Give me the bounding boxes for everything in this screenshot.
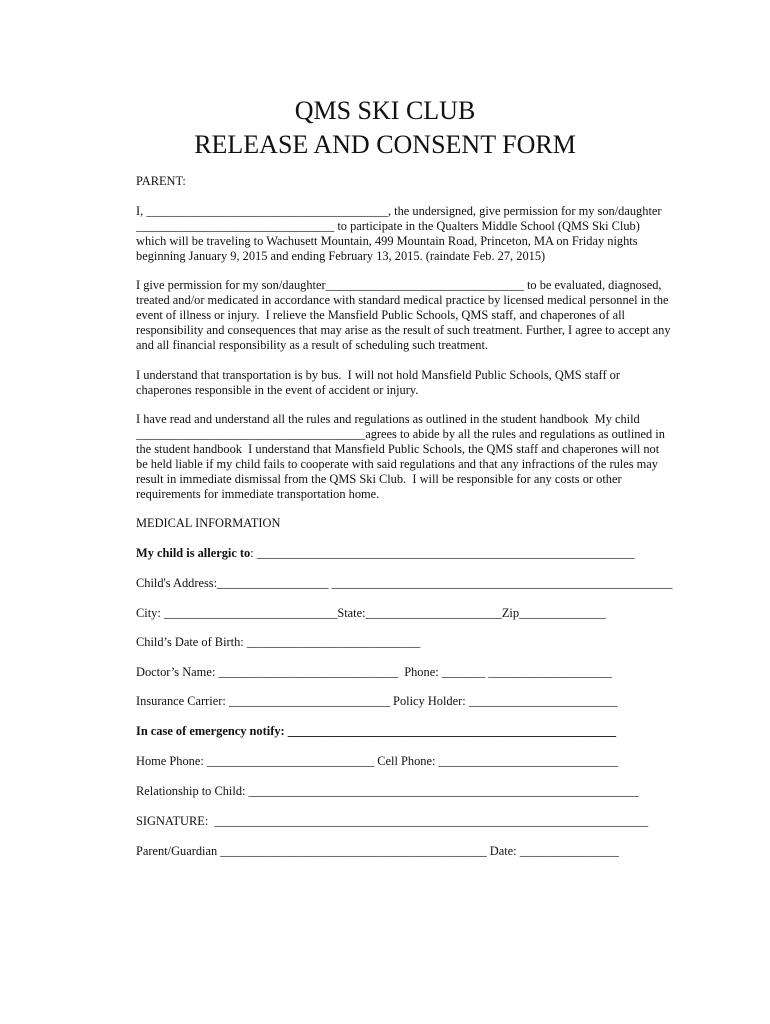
paragraph-line: beginning January 9, 2015 and ending February 13, 2015. (raindate Feb. 27, 2015) [136,249,546,263]
relationship-field[interactable]: Relationship to Child: _______________________________________________________________ [136,784,639,798]
emergency-contact-field[interactable]: In case of emergency notify: _____________________________________________________ [136,724,617,738]
paragraph-line: I understand that transportation is by bus. I will not hold Mansfield Public Schools, QMS staff or [136,368,620,382]
paragraph-line: result in immediate dismissal from the QMS Ski Club. I will be responsible for any costs or other [136,472,622,486]
paragraph-line: _____________________________________agrees to abide by all the rules and regulations as outlined in [136,427,665,441]
paragraph-line: be held liable if my child fails to cooperate with said regulations and that any infractions of the rules may [136,457,658,471]
date-of-birth-field[interactable]: Child’s Date of Birth: ____________________________ [136,635,421,649]
insurance-field[interactable]: Insurance Carrier: __________________________ Policy Holder: ________________________ [136,694,618,708]
parent-label: PARENT: [136,174,186,188]
paragraph-line: I, _______________________________________, the undersigned, give permission for my son/daughter [136,204,662,218]
city-state-zip-field[interactable]: City: ____________________________State:______________________Zip______________ [136,606,606,620]
paragraph-line: which will be traveling to Wachusett Mountain, 499 Mountain Road, Princeton, MA on Friday nights [136,234,638,248]
allergy-blank: : _____________________________________________________________ [250,546,635,560]
allergy-field[interactable] [136,546,635,561]
child-address-field[interactable]: Child's Address:__________________ _______________________________________________________ [136,576,673,590]
paragraph-line: event of illness or injury. I relieve the Mansfield Public Schools, QMS staff, and chaperones of all [136,308,625,322]
form-title-line-2: RELEASE AND CONSENT FORM [194,130,576,159]
doctor-phone-field[interactable]: Doctor’s Name: _____________________________ Phone: _______ ____________________ [136,665,613,679]
paragraph-line: treated and/or medicated in accordance with standard medical practice by licensed medical personnel in the [136,293,669,307]
paragraph-line: the student handbook I understand that Mansfield Public Schools, the QMS staff and chaperones will not [136,442,660,456]
signature-field[interactable]: SIGNATURE: ______________________________________________________________________ [136,814,649,828]
form-title-line-1: QMS SKI CLUB [294,96,476,125]
phone-numbers-field[interactable]: Home Phone: ___________________________ Cell Phone: _____________________________ [136,754,619,768]
parent-date-field[interactable]: Parent/Guardian ___________________________________________ Date: ________________ [136,844,619,858]
allergy-label: My child is allergic to [136,546,251,560]
paragraph-line: I give permission for my son/daughter________________________________ to be evaluated, diagnosed, [136,278,662,292]
paragraph-line: responsibility and consequences that may arise as the result of such treatment. Further, I agree to accept any [136,323,671,337]
paragraph-line: ________________________________ to participate in the Qualters Middle School (QMS Ski Club) [136,219,640,233]
paragraph-line: requirements for immediate transportation home. [136,487,380,501]
paragraph-line: chaperones responsible in the event of accident or injury. [136,383,419,397]
paragraph-line: and all financial responsibility as a result of scheduling such treatment. [136,338,489,352]
medical-information-heading: MEDICAL INFORMATION [136,516,281,530]
paragraph-line: I have read and understand all the rules and regulations as outlined in the student handbook My child [136,412,640,426]
